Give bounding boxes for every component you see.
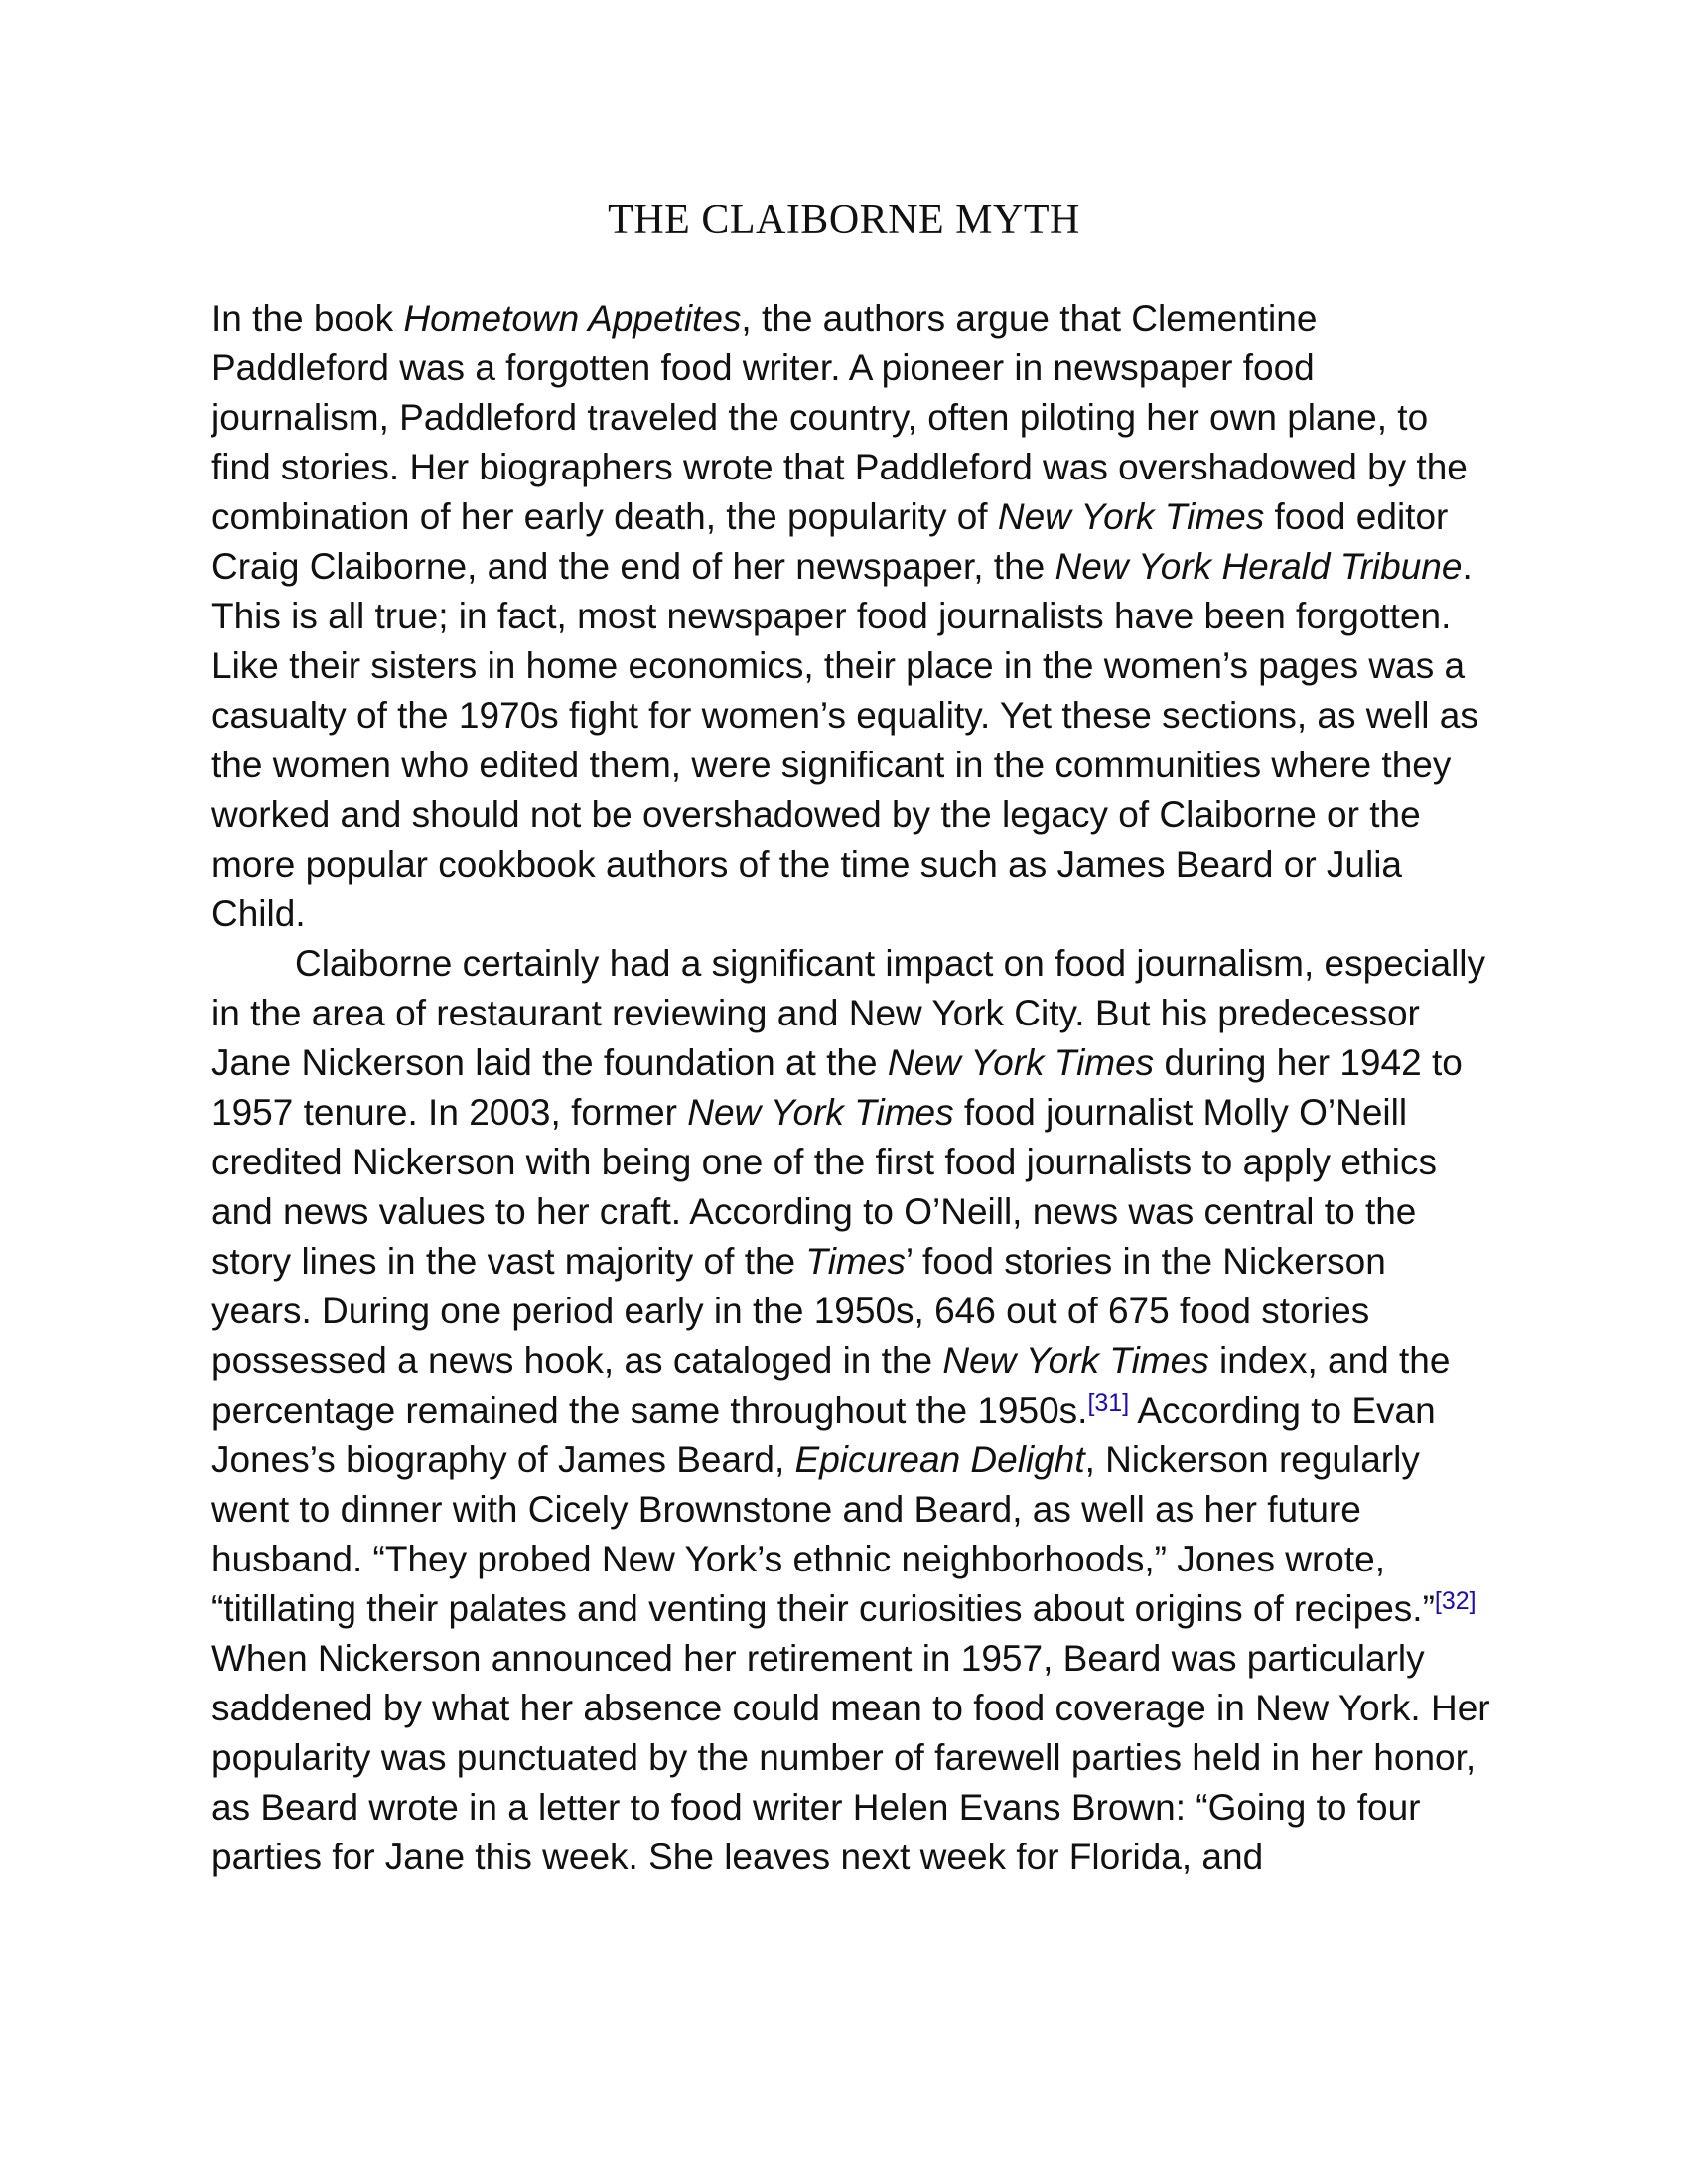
paragraph-1: In the book Hometown Appetites, the authors argue that Clementine Paddleford was a forgotten food writer. A pioneer in newspaper food journalism, Paddleford traveled the country, often piloting her own plane, to find stories. Her biographers wrote that Paddleford was overshadowed by the combination of her early death, the popularity of New York Times food editor Craig Claiborne, and the end of her newspaper, the New York Herald Tribune. This is all true; in fact, most newspaper food journalists have been forgotten. Like their sisters in home economics, their place in the women’s pages was a casualty of the 1970s fight for women’s equality. Yet these sections, as well as the women who edited them, were significant in the communities where they worked and should not be overshadowed by the legacy of Claiborne or the more popular cookbook authors of the time such as James Beard or Julia Child. xyxy=(211,298,1478,934)
footnote-link-32[interactable]: [32] xyxy=(1434,1587,1477,1615)
book-title-epicurean-delight: Epicurean Delight xyxy=(794,1439,1085,1480)
book-title-hometown-appetites: Hometown Appetites xyxy=(403,298,742,339)
publication-new-york-times: New York Times xyxy=(887,1042,1155,1083)
publication-new-york-times: New York Times xyxy=(687,1092,954,1133)
body-text xyxy=(211,294,1492,1882)
publication-times: Times xyxy=(805,1241,906,1282)
footnote-link-31[interactable]: [31] xyxy=(1087,1389,1130,1417)
publication-new-york-times: New York Times xyxy=(997,496,1265,537)
chapter-title: THE CLAIBORNE MYTH xyxy=(608,198,1080,243)
publication-new-york-times: New York Times xyxy=(942,1340,1209,1381)
paragraph-2: Claiborne certainly had a significant impact on food journalism, especially in the area of restaurant reviewing and New York City. But his predecessor Jane Nickerson laid the foundation at the New York Times during her 1942 to 1957 tenure. In 2003, former New York Times food journalist Molly O’Neill credited Nickerson with being one of the first food journalists to apply ethics and news values to her craft. According to O’Neill, news was central to the story lines in the vast majority of the Times’ food stories in the Nickerson years. During one period early in the 1950s, 646 out of 675 food stories possessed a news hook, as cataloged in the New York Times index, and the percentage remained the same throughout the 1950s.[31] According to Evan Jones’s biography of James Beard, Epicurean Delight, Nickerson regularly went to dinner with Cicely Brownstone and Beard, as well as her future husband. “They probed New York’s ethnic neighborhoods,” Jones wrote, “titillating their palates and venting their curiosities about origins of recipes.”[32] When Nickerson announced her retirement in 1957, Beard was particularly saddened by what her absence could mean to food coverage in New York. Her popularity was punctuated by the number of farewell parties held in her honor, as Beard wrote in a letter to food writer Helen Evans Brown: “Going to four parties for Jane this week. She leaves next week for Florida, and xyxy=(211,943,1490,1877)
publication-herald-tribune: New York Herald Tribune xyxy=(1055,546,1463,587)
